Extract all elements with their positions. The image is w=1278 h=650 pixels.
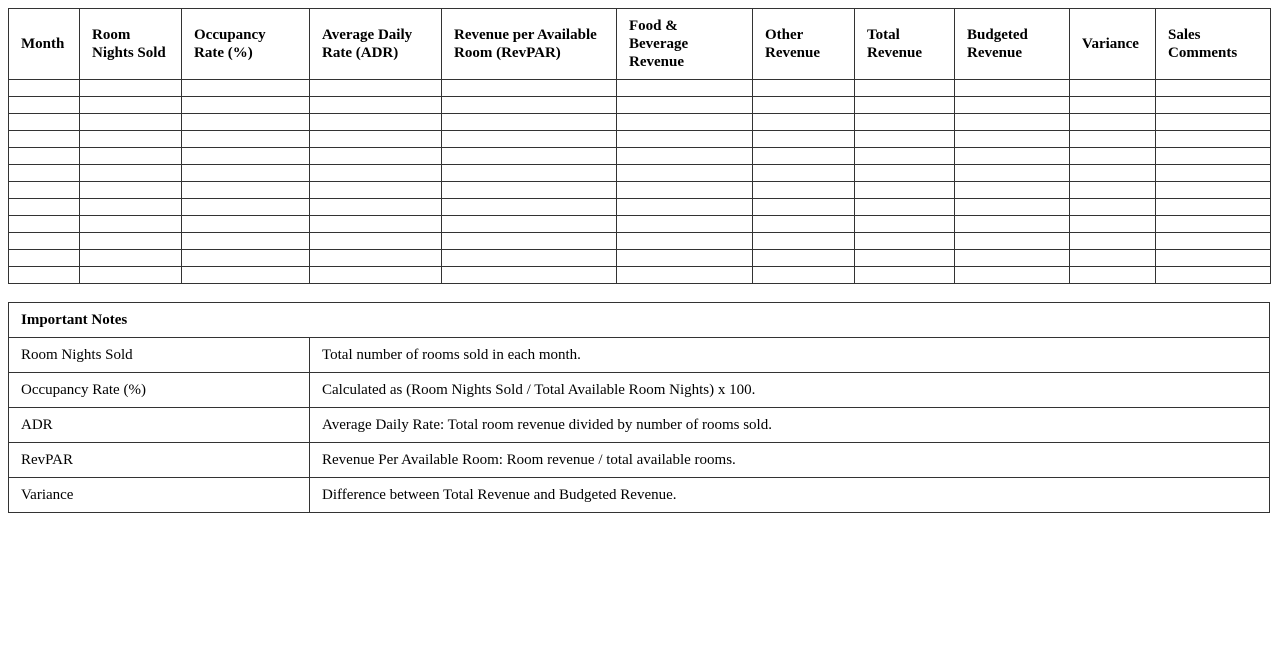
table-cell[interactable]	[182, 148, 310, 165]
table-cell[interactable]	[753, 97, 855, 114]
notes-row	[9, 408, 1270, 443]
table-cell[interactable]	[955, 267, 1070, 284]
table-cell[interactable]	[617, 250, 753, 267]
table-cell[interactable]	[855, 250, 955, 267]
table-cell[interactable]	[80, 148, 182, 165]
table-cell[interactable]	[80, 216, 182, 233]
table-cell[interactable]	[955, 80, 1070, 97]
column-header-revenue-per-available-room-revpar: Revenue per Available Room (RevPAR)	[442, 9, 617, 80]
table-cell[interactable]	[9, 165, 80, 182]
table-cell[interactable]	[442, 216, 617, 233]
table-cell[interactable]	[80, 199, 182, 216]
table-cell[interactable]	[80, 165, 182, 182]
table-cell[interactable]	[617, 114, 753, 131]
table-header-row	[9, 9, 1271, 80]
table-cell[interactable]	[753, 216, 855, 233]
table-cell[interactable]	[955, 250, 1070, 267]
table-cell[interactable]	[182, 199, 310, 216]
table-cell[interactable]	[310, 250, 442, 267]
table-cell[interactable]	[1070, 250, 1156, 267]
table-cell[interactable]	[1156, 148, 1271, 165]
table-cell[interactable]	[80, 97, 182, 114]
table-row	[9, 114, 1271, 131]
table-cell[interactable]	[442, 165, 617, 182]
column-header-other-revenue: Other Revenue	[753, 9, 855, 80]
table-cell[interactable]	[855, 233, 955, 250]
table-cell[interactable]	[955, 114, 1070, 131]
table-cell[interactable]	[9, 148, 80, 165]
table-cell[interactable]	[80, 131, 182, 148]
table-cell[interactable]	[855, 216, 955, 233]
note-term: RevPAR	[9, 443, 310, 478]
table-cell[interactable]	[9, 216, 80, 233]
table-cell[interactable]	[442, 233, 617, 250]
table-cell[interactable]	[442, 97, 617, 114]
table-cell[interactable]	[182, 165, 310, 182]
table-row	[9, 233, 1271, 250]
table-cell[interactable]	[80, 182, 182, 199]
table-cell[interactable]	[9, 233, 80, 250]
table-cell[interactable]	[855, 80, 955, 97]
table-cell[interactable]	[9, 97, 80, 114]
table-cell[interactable]	[9, 80, 80, 97]
table-cell[interactable]	[1070, 216, 1156, 233]
table-cell[interactable]	[182, 97, 310, 114]
table-cell[interactable]	[855, 97, 955, 114]
important-notes-table	[8, 302, 1270, 513]
table-cell[interactable]	[442, 148, 617, 165]
table-row	[9, 148, 1271, 165]
table-cell[interactable]	[1156, 97, 1271, 114]
table-cell[interactable]	[1156, 114, 1271, 131]
table-cell[interactable]	[753, 148, 855, 165]
table-cell[interactable]	[855, 182, 955, 199]
table-cell[interactable]	[310, 97, 442, 114]
table-cell[interactable]	[80, 233, 182, 250]
table-cell[interactable]	[1156, 182, 1271, 199]
table-cell[interactable]	[753, 267, 855, 284]
column-header-room-nights-sold: Room Nights Sold	[80, 9, 182, 80]
table-cell[interactable]	[80, 80, 182, 97]
table-cell[interactable]	[310, 199, 442, 216]
table-cell[interactable]	[1156, 165, 1271, 182]
note-definition: Average Daily Rate: Total room revenue divided by number of rooms sold.	[310, 408, 1270, 443]
table-cell[interactable]	[617, 148, 753, 165]
table-cell[interactable]	[1070, 182, 1156, 199]
table-row	[9, 267, 1271, 284]
table-cell[interactable]	[1156, 131, 1271, 148]
note-term: Variance	[9, 478, 310, 513]
table-cell[interactable]	[753, 233, 855, 250]
table-cell[interactable]	[1070, 131, 1156, 148]
table-cell[interactable]	[1070, 148, 1156, 165]
table-cell[interactable]	[310, 148, 442, 165]
table-cell[interactable]	[855, 165, 955, 182]
table-cell[interactable]	[617, 267, 753, 284]
table-cell[interactable]	[182, 267, 310, 284]
notes-row	[9, 373, 1270, 408]
column-header-food-beverage-revenue: Food & Beverage Revenue	[617, 9, 753, 80]
table-cell[interactable]	[9, 267, 80, 284]
notes-row	[9, 338, 1270, 373]
table-cell[interactable]	[442, 250, 617, 267]
table-body	[9, 80, 1271, 284]
table-cell[interactable]	[617, 199, 753, 216]
column-header-month: Month	[9, 9, 80, 80]
table-cell[interactable]	[753, 165, 855, 182]
table-cell[interactable]	[9, 182, 80, 199]
table-cell[interactable]	[1156, 250, 1271, 267]
table-cell[interactable]	[310, 165, 442, 182]
table-cell[interactable]	[617, 97, 753, 114]
table-cell[interactable]	[855, 199, 955, 216]
table-cell[interactable]	[442, 199, 617, 216]
table-cell[interactable]	[855, 114, 955, 131]
table-cell[interactable]	[442, 131, 617, 148]
column-header-budgeted-revenue: Budgeted Revenue	[955, 9, 1070, 80]
table-cell[interactable]	[955, 233, 1070, 250]
column-header-sales-comments: Sales Comments	[1156, 9, 1271, 80]
table-cell[interactable]	[955, 165, 1070, 182]
table-cell[interactable]	[310, 114, 442, 131]
table-cell[interactable]	[182, 182, 310, 199]
table-cell[interactable]	[617, 80, 753, 97]
table-cell[interactable]	[1070, 165, 1156, 182]
table-cell[interactable]	[442, 114, 617, 131]
table-cell[interactable]	[855, 148, 955, 165]
table-cell[interactable]	[617, 165, 753, 182]
table-cell[interactable]	[617, 131, 753, 148]
note-definition: Total number of rooms sold in each month.	[310, 338, 1270, 373]
table-cell[interactable]	[753, 131, 855, 148]
table-cell[interactable]	[855, 131, 955, 148]
table-cell[interactable]	[310, 182, 442, 199]
table-row	[9, 182, 1271, 199]
table-cell[interactable]	[1070, 97, 1156, 114]
table-cell[interactable]	[855, 267, 955, 284]
notes-title-row	[9, 303, 1270, 338]
note-definition: Calculated as (Room Nights Sold / Total Available Room Nights) x 100.	[310, 373, 1270, 408]
table-cell[interactable]	[955, 199, 1070, 216]
table-cell[interactable]	[310, 267, 442, 284]
table-cell[interactable]	[442, 182, 617, 199]
table-cell[interactable]	[617, 182, 753, 199]
table-cell[interactable]	[80, 250, 182, 267]
column-header-occupancy-rate: Occupancy Rate (%)	[182, 9, 310, 80]
table-cell[interactable]	[80, 114, 182, 131]
table-cell[interactable]	[9, 199, 80, 216]
table-cell[interactable]	[182, 114, 310, 131]
column-header-total-revenue: Total Revenue	[855, 9, 955, 80]
table-cell[interactable]	[442, 267, 617, 284]
table-cell[interactable]	[1156, 216, 1271, 233]
table-cell[interactable]	[617, 216, 753, 233]
notes-row	[9, 443, 1270, 478]
table-cell[interactable]	[182, 250, 310, 267]
sales-tracking-table	[8, 8, 1271, 284]
table-cell[interactable]	[1070, 267, 1156, 284]
table-row	[9, 250, 1271, 267]
table-cell[interactable]	[442, 80, 617, 97]
table-cell[interactable]	[310, 216, 442, 233]
table-cell[interactable]	[182, 80, 310, 97]
table-cell[interactable]	[1156, 199, 1271, 216]
table-cell[interactable]	[1070, 80, 1156, 97]
table-cell[interactable]	[753, 182, 855, 199]
table-cell[interactable]	[182, 216, 310, 233]
column-header-variance: Variance	[1070, 9, 1156, 80]
table-cell[interactable]	[753, 199, 855, 216]
table-row	[9, 165, 1271, 182]
table-cell[interactable]	[1070, 114, 1156, 131]
table-cell[interactable]	[1156, 80, 1271, 97]
note-definition: Revenue Per Available Room: Room revenue / total available rooms.	[310, 443, 1270, 478]
table-cell[interactable]	[1156, 233, 1271, 250]
table-cell[interactable]	[1070, 233, 1156, 250]
table-cell[interactable]	[753, 80, 855, 97]
notes-title: Important Notes	[9, 303, 1270, 338]
table-cell[interactable]	[955, 216, 1070, 233]
table-cell[interactable]	[9, 114, 80, 131]
column-header-average-daily-rate-adr: Average Daily Rate (ADR)	[310, 9, 442, 80]
table-cell[interactable]	[955, 131, 1070, 148]
table-cell[interactable]	[182, 131, 310, 148]
table-cell[interactable]	[955, 182, 1070, 199]
table-cell[interactable]	[617, 233, 753, 250]
note-term: Room Nights Sold	[9, 338, 310, 373]
table-cell[interactable]	[753, 250, 855, 267]
table-cell[interactable]	[753, 114, 855, 131]
table-cell[interactable]	[955, 97, 1070, 114]
note-term: ADR	[9, 408, 310, 443]
table-cell[interactable]	[9, 131, 80, 148]
table-row	[9, 97, 1271, 114]
table-row	[9, 199, 1271, 216]
note-definition: Difference between Total Revenue and Budgeted Revenue.	[310, 478, 1270, 513]
table-cell[interactable]	[955, 148, 1070, 165]
table-cell[interactable]	[182, 233, 310, 250]
note-term: Occupancy Rate (%)	[9, 373, 310, 408]
table-cell[interactable]	[1156, 267, 1271, 284]
table-row	[9, 80, 1271, 97]
table-cell[interactable]	[310, 131, 442, 148]
table-cell[interactable]	[1070, 199, 1156, 216]
table-cell[interactable]	[310, 80, 442, 97]
table-row	[9, 131, 1271, 148]
table-row	[9, 216, 1271, 233]
table-cell[interactable]	[9, 250, 80, 267]
table-cell[interactable]	[80, 267, 182, 284]
notes-row	[9, 478, 1270, 513]
table-cell[interactable]	[310, 233, 442, 250]
